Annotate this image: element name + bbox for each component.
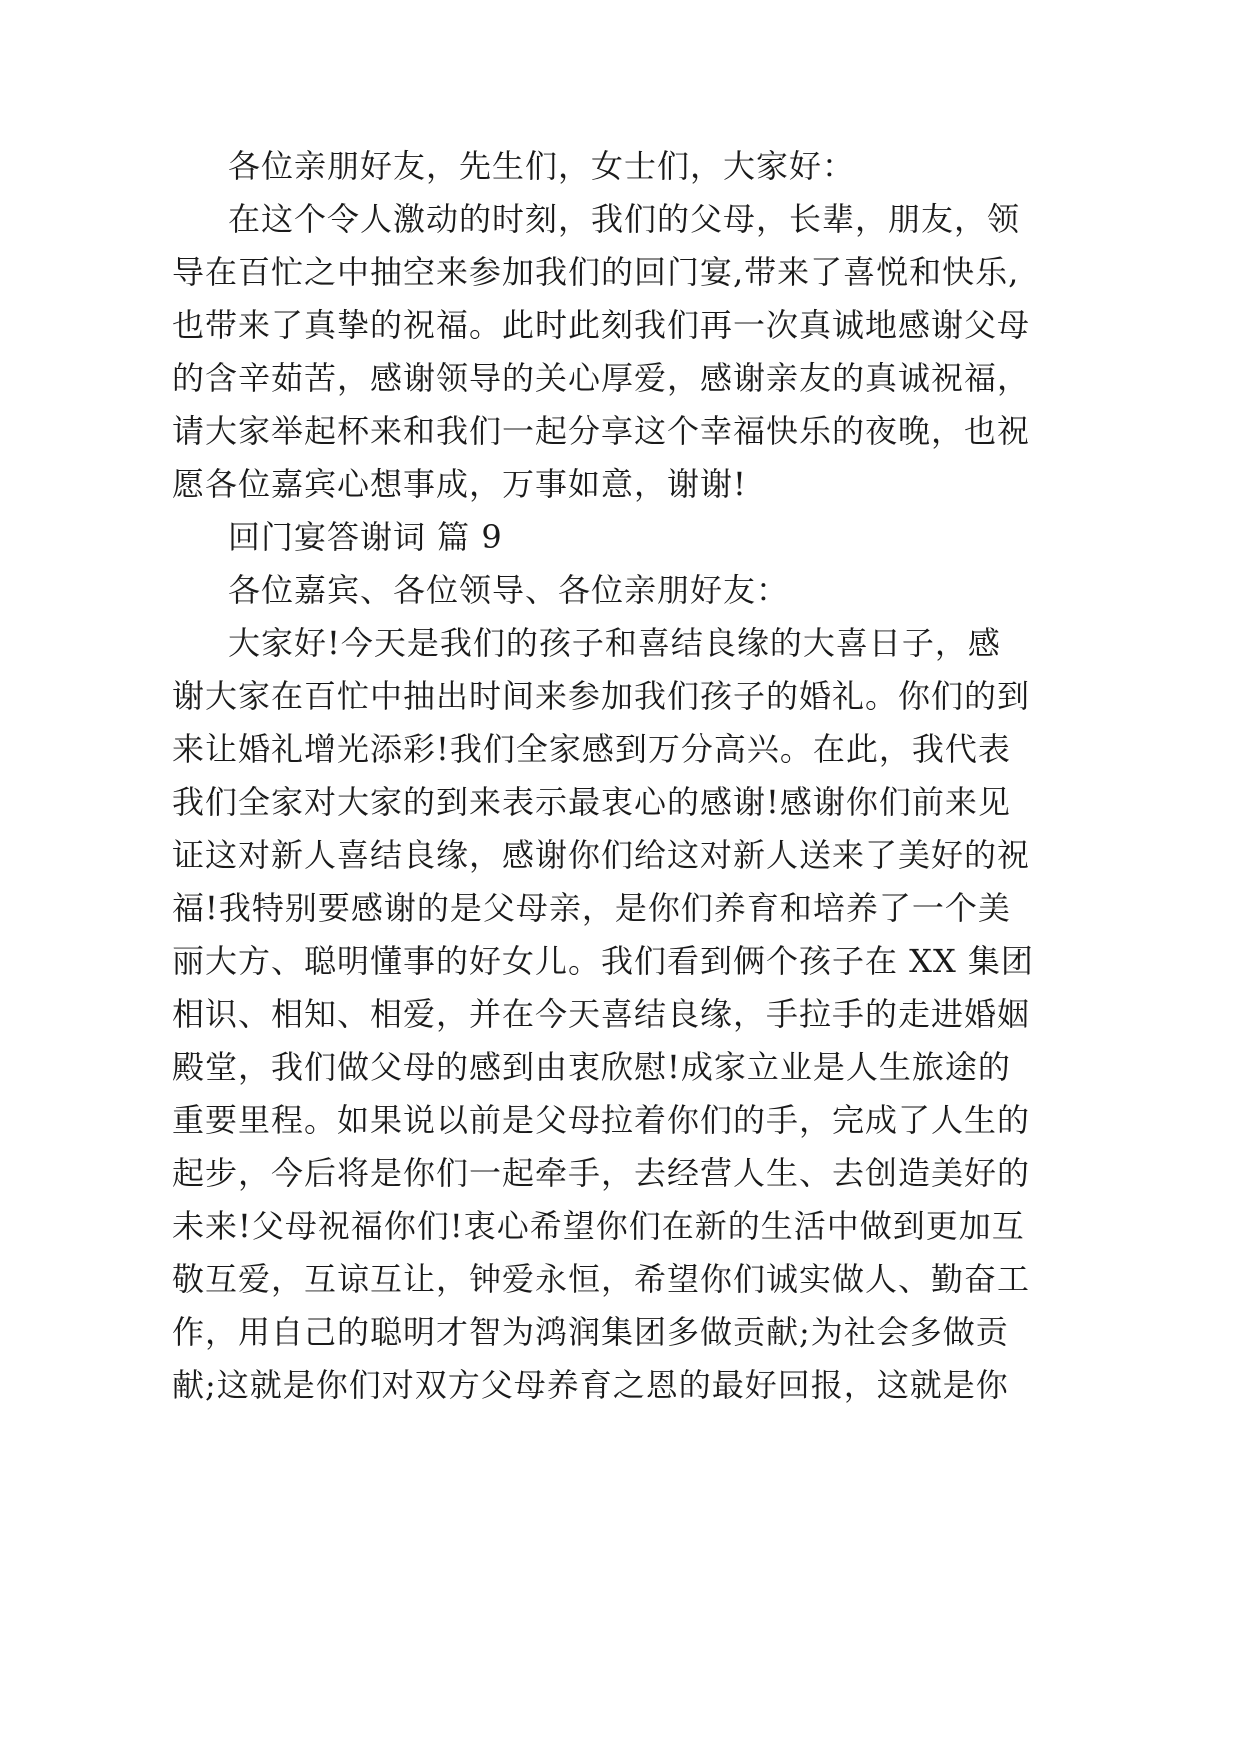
paragraph-line: 也带来了真挚的祝福。此时此刻我们再一次真诚地感谢父母	[172, 306, 1031, 344]
paragraph-line: 大家好!今天是我们的孩子和喜结良缘的大喜日子，感	[228, 624, 1001, 662]
paragraph-line: 未来!父母祝福你们!衷心希望你们在新的生活中做到更加互	[172, 1207, 1025, 1245]
paragraph-line: 请大家举起杯来和我们一起分享这个幸福快乐的夜晚，也祝	[172, 412, 1031, 450]
salutation-line: 各位亲朋好友，先生们，女士们，大家好：	[228, 147, 856, 185]
paragraph-line: 导在百忙之中抽空来参加我们的回门宴,带来了喜悦和快乐,	[172, 253, 1020, 291]
paragraph-line: 敬互爱，互谅互让，钟爱永恒，希望你们诚实做人、勤奋工	[172, 1260, 1031, 1298]
paragraph-line: 作，用自己的聪明才智为鸿润集团多做贡献;为社会多做贡	[172, 1313, 1009, 1351]
paragraph-line: 在这个令人激动的时刻，我们的父母，长辈，朋友，领	[228, 200, 1021, 238]
paragraph-line: 愿各位嘉宾心想事成，万事如意，谢谢!	[172, 465, 747, 503]
section-heading: 回门宴答谢词 篇 9	[228, 518, 503, 556]
salutation-line: 各位嘉宾、各位领导、各位亲朋好友：	[228, 571, 790, 609]
paragraph-line: 相识、相知、相爱，并在今天喜结良缘，手拉手的走进婚姻	[172, 995, 1031, 1033]
paragraph-line: 献;这就是你们对双方父母养育之恩的最好回报，这就是你	[172, 1366, 1009, 1404]
paragraph-line: 重要里程。如果说以前是父母拉着你们的手，完成了人生的	[172, 1101, 1031, 1139]
paragraph-line: 证这对新人喜结良缘，感谢你们给这对新人送来了美好的祝	[172, 836, 1031, 874]
paragraph-line: 起步，今后将是你们一起牵手，去经营人生、去创造美好的	[172, 1154, 1031, 1192]
paragraph-line: 我们全家对大家的到来表示最衷心的感谢!感谢你们前来见	[172, 783, 1011, 821]
paragraph-line: 殿堂，我们做父母的感到由衷欣慰!成家立业是人生旅途的	[172, 1048, 1011, 1086]
paragraph-line: 的含辛茹苦，感谢领导的关心厚爱，感谢亲友的真诚祝福，	[172, 359, 1031, 397]
paragraph-line: 谢大家在百忙中抽出时间来参加我们孩子的婚礼。你们的到	[172, 677, 1031, 715]
paragraph-line: 来让婚礼增光添彩!我们全家感到万分高兴。在此，我代表	[172, 730, 1011, 768]
paragraph-line: 福!我特别要感谢的是父母亲，是你们养育和培养了一个美	[172, 889, 1011, 927]
paragraph-line: 丽大方、聪明懂事的好女儿。我们看到俩个孩子在 XX 集团	[172, 942, 1034, 980]
